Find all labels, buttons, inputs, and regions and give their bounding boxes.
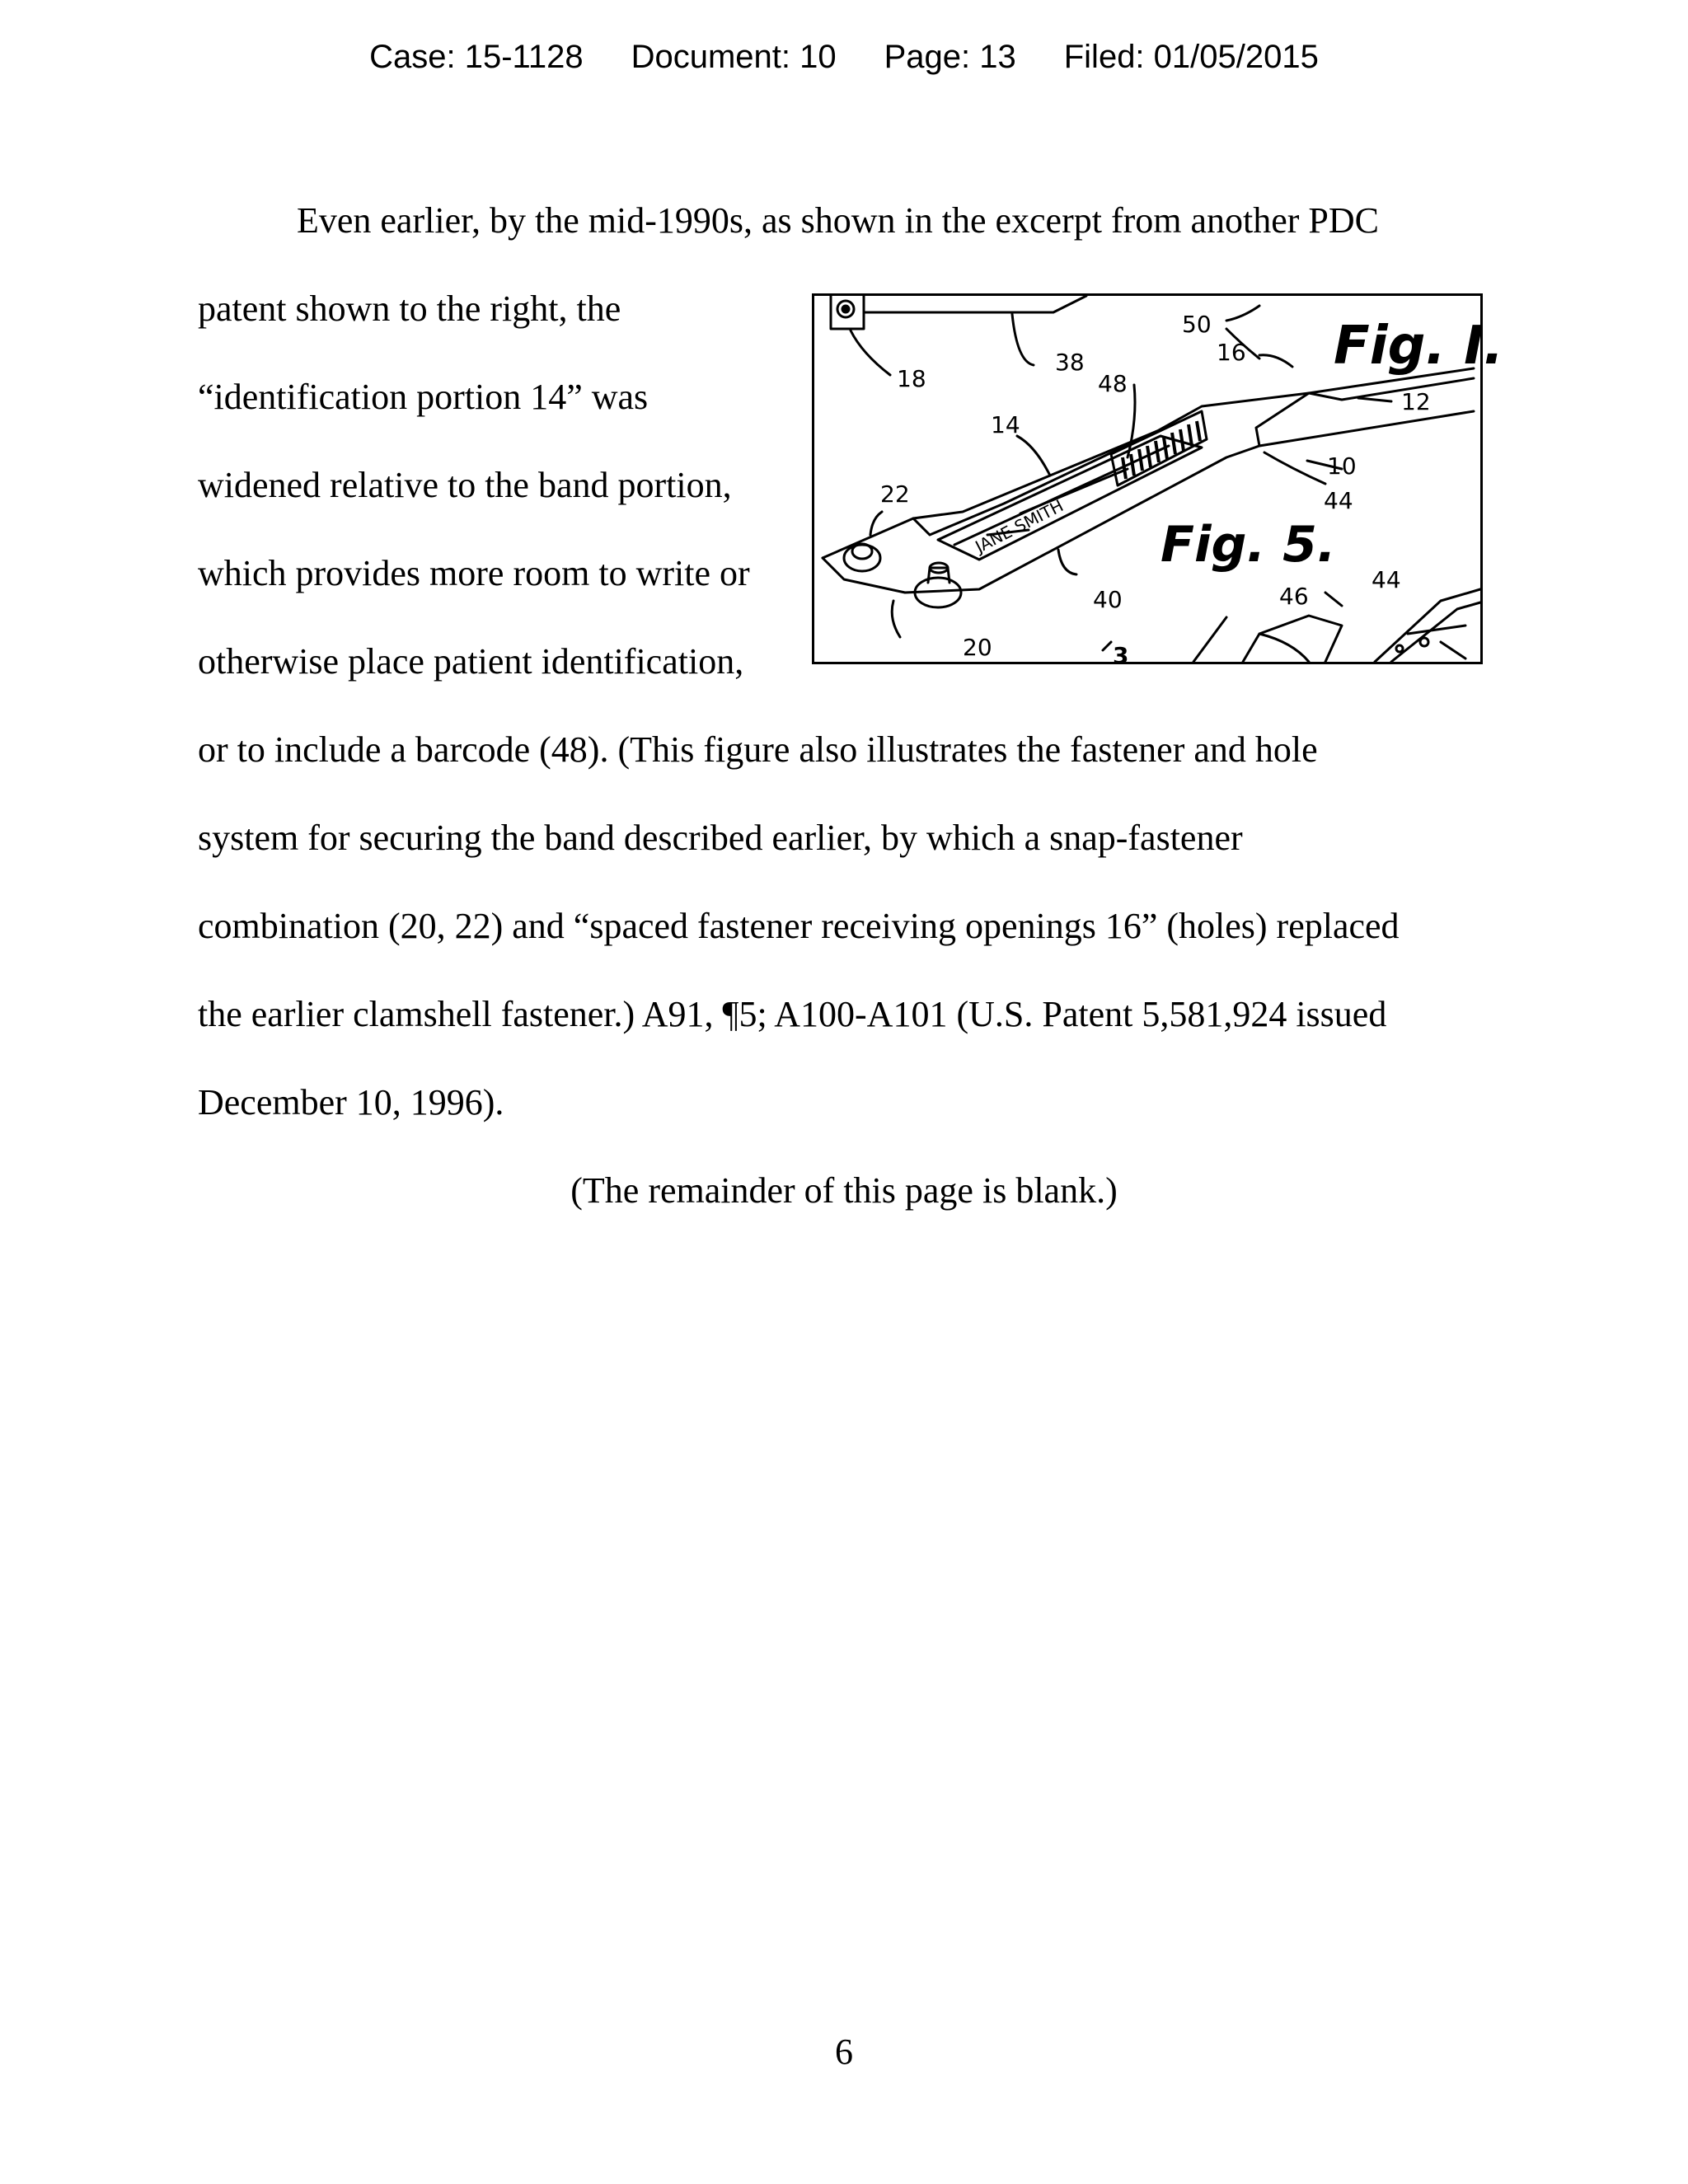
body-line: which provides more room to write or — [198, 553, 750, 593]
ref-numeral: 40 — [1093, 586, 1123, 613]
fig5-label: Fig. 5. — [1160, 516, 1336, 574]
ref-numeral: 10 — [1327, 452, 1357, 480]
filed-date: Filed: 01/05/2015 — [1063, 39, 1319, 75]
body-line: the earlier clamshell fastener.) A91, ¶5; A100-A101 (U.S. Patent 5,581,924 issued — [198, 994, 1387, 1034]
ref-numeral: 18 — [897, 365, 926, 392]
patent-drawing — [814, 296, 1504, 669]
body-line: December 10, 1996). — [198, 1082, 504, 1122]
document-number: Document: 10 — [631, 39, 837, 75]
remainder-note: (The remainder of this page is blank.) — [570, 1170, 1118, 1211]
body-line: or to include a barcode (48). (This figure also illustrates the fastener and hole — [198, 729, 1318, 770]
ref-numeral: 44 — [1372, 566, 1401, 593]
body-line: “identification portion 14” was — [198, 377, 649, 417]
case-number: Case: 15-1128 — [369, 39, 584, 75]
patent-figure — [812, 293, 1504, 669]
ref-numeral: 48 — [1098, 370, 1128, 397]
page-number: 6 — [835, 2032, 853, 2072]
ref-numeral: 3 — [1113, 642, 1129, 669]
body-line: Even earlier, by the mid-1990s, as shown in the excerpt from another PDC — [297, 200, 1380, 241]
body-line: widened relative to the band portion, — [198, 465, 732, 505]
ref-numeral: 38 — [1055, 349, 1085, 376]
body-line: system for securing the band described earlier, by which a snap-fastener — [198, 818, 1243, 858]
body-line: patent shown to the right, the — [198, 288, 621, 329]
document-header — [0, 36, 1688, 77]
ref-numeral: 12 — [1401, 388, 1431, 415]
band-name-text: JANE SMITH — [972, 495, 1067, 557]
fig1-label: Fig. I. — [1334, 316, 1504, 377]
body-line: combination (20, 22) and “spaced fastener receiving openings 16” (holes) replaced — [198, 906, 1400, 946]
ref-numeral: 20 — [963, 634, 992, 661]
ref-numeral: 16 — [1217, 339, 1246, 366]
ref-numeral: 50 — [1182, 311, 1212, 338]
ref-numeral: 22 — [880, 480, 910, 508]
ref-numeral: 46 — [1279, 583, 1309, 610]
ref-numeral: 14 — [991, 411, 1020, 438]
page-label: Page: 13 — [884, 39, 1016, 75]
body-line: otherwise place patient identification, — [198, 641, 744, 682]
ref-numeral: 44 — [1324, 487, 1353, 514]
